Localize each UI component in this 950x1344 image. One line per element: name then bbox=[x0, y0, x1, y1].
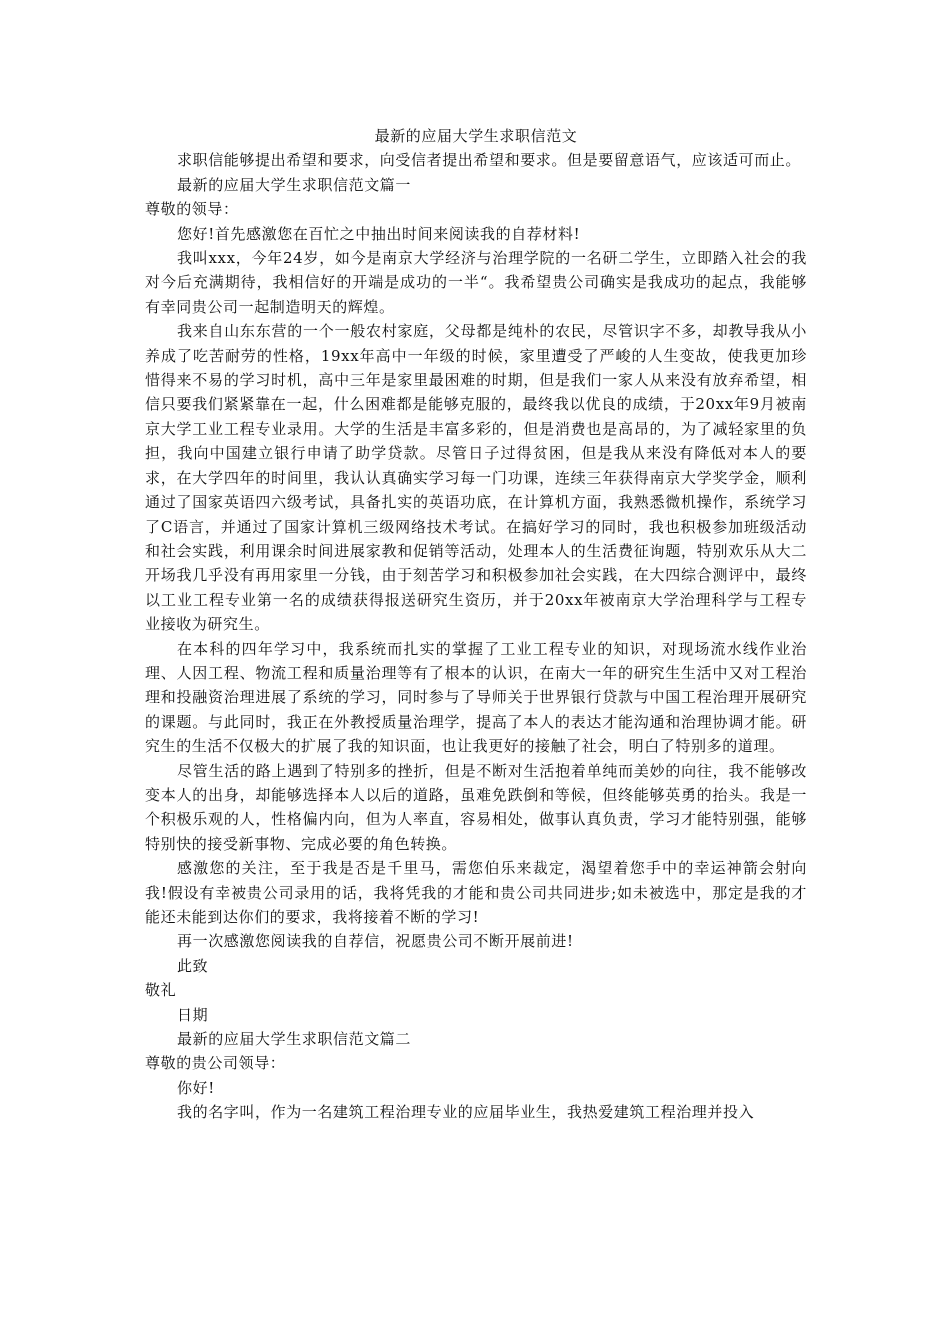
paragraph: 求职信能够提出希望和要求，向受信者提出希望和要求。但是要留意语气，应该适可而止。 bbox=[177, 151, 802, 170]
paragraph: 在本科的四年学习中，我系统而扎实的掌握了工业工程专业的知识，对现场流水线作业治理、人因工程、物流工程和质量治理等有了根本的认识，在南大一年的研究生生活中又对工程治理和投融资治理进展了系统的学习，同时参与了导师关于世界银行贷款与中国工程治理开展研究的课题。与此同时，我正在外教授质量治理学，提高了本人的表达才能沟通和治理协调才能。研究生的生活不仅极大的扩展了我的知识面，也让我更好的接触了社会，明白了特别多的道理。 bbox=[145, 639, 807, 756]
paragraph: 尽管生活的路上遇到了特别多的挫折，但是不断对生活抱着单纯而美妙的向往，我不能够改变本人的出身，却能够选择本人以后的道路，虽难免跌倒和等候，但终能够英勇的抬头。我是一个积极乐观的人，性格偏内向，但为人率直，容易相处，做事认真负责，学习才能特别强，能够特别快的接受新事物、完成必要的角色转换。 bbox=[145, 761, 807, 853]
paragraph: 感激您的关注，至于我是否是千里马，需您伯乐来裁定，渴望着您手中的幸运神箭会射向我!假设有幸被贵公司录用的话，我将凭我的才能和贵公司共同进步;如未被选中，那定是我的才能还未能到达你们的要求，我将接着不断的学习! bbox=[145, 859, 807, 926]
paragraph: 您好!首先感激您在百忙之中抽出时间来阅读我的自荐材料! bbox=[177, 224, 581, 243]
paragraph: 我叫xxx，今年24岁，如今是南京大学经济与治理学院的一名研二学生，立即踏入社会的我对今后充满期待，我相信好的开端是成功的一半“。我希望贵公司确实是我成功的起点，我能够有幸同贵公司一起制造明天的辉煌。 bbox=[145, 249, 807, 316]
document-title: 最新的应届大学生求职信范文 bbox=[374, 127, 578, 145]
paragraph: 敬礼 bbox=[145, 981, 177, 1000]
document-page bbox=[145, 124, 807, 1125]
paragraph: 最新的应届大学生求职信范文篇一 bbox=[177, 175, 412, 194]
paragraph: 你好! bbox=[177, 1078, 215, 1097]
paragraph: 再一次感激您阅读我的自荐信，祝愿贵公司不断开展前进! bbox=[177, 932, 574, 951]
paragraph: 日期 bbox=[177, 1005, 209, 1024]
paragraph: 此致 bbox=[177, 956, 209, 975]
paragraph: 我来自山东东营的一个一般农村家庭，父母都是纯朴的农民，尽管识字不多，却教导我从小养成了吃苦耐劳的性格，19xx年高中一年级的时候，家里遭受了严峻的人生变故，使我更加珍惜得来不易的学习时机，高中三年是家里最困难的时期，但是我们一家人从来没有放弃希望，相信只要我们紧紧靠在一起，什么困难都是能够克服的，最终我以优良的成绩，于20xx年9月被南京大学工业工程专业录用。大学的生活是丰富多彩的，但是消费也是高昂的，为了减轻家里的负担，我向中国建立银行申请了助学贷款。尽管日子过得贫困，但是我从来没有降低对本人的要求，在大学四年的时间里，我认认真确实学习每一门功课，连续三年获得南京大学奖学金，顺利通过了国家英语四六级考试，具备扎实的英语功底，在计算机方面，我熟悉微机操作，系统学习了C语言，并通过了国家计算机三级网络技术考试。在搞好学习的同时，我也积极参加班级活动和社会实践，利用课余时间进展家教和促销等活动，处理本人的生活费征询题，特别欢乐从大二开场我几乎没有再用家里一分钱，由于刻苦学习和积极参加社会实践，在大四综合测评中，最终以工业工程专业第一名的成绩获得报送研究生资历，并于20xx年被南京大学治理科学与工程专业接收为研究生。 bbox=[145, 322, 807, 634]
paragraph: 尊敬的领导： bbox=[145, 200, 239, 219]
paragraph: 最新的应届大学生求职信范文篇二 bbox=[177, 1030, 412, 1049]
document-body bbox=[145, 148, 807, 1124]
paragraph: 我的名字叫，作为一名建筑工程治理专业的应届毕业生，我热爱建筑工程治理并投入 bbox=[177, 1103, 755, 1122]
paragraph: 尊敬的贵公司领导： bbox=[145, 1054, 286, 1073]
